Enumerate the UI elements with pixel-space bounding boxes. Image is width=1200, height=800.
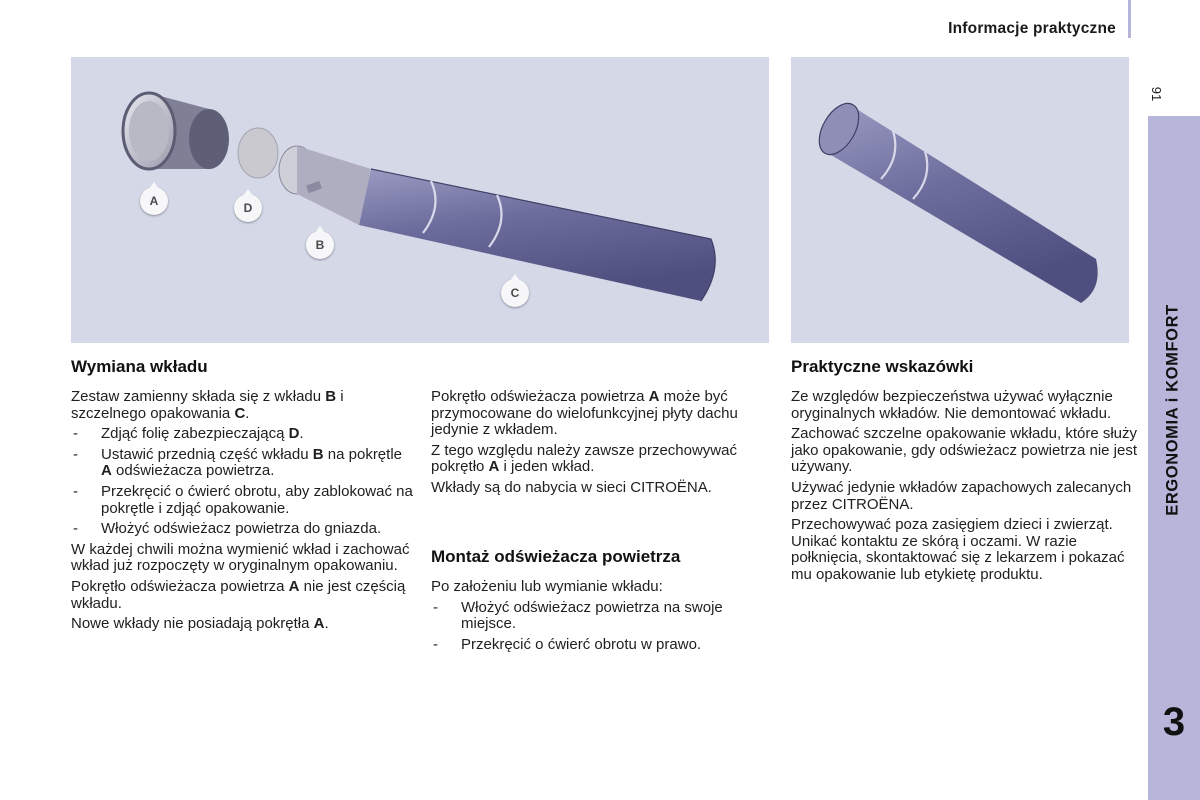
callout-a: A bbox=[140, 187, 168, 215]
paragraph-replace-any-time: W każdej chwili można wymienić wkład i zachować wkład już rozpoczęty w oryginalnym opakowaniu. bbox=[71, 540, 410, 575]
install-steps-list bbox=[431, 600, 771, 654]
paragraph-kit-contents: Zestaw zamienny składa się z wkładu B i szczelnego opakowania C. bbox=[71, 388, 344, 422]
cartridge-exploded-illustration bbox=[71, 57, 769, 343]
page-number: 91 bbox=[1149, 86, 1164, 102]
paragraph-tip: Przechowywać poza zasięgiem dzieci i zwierząt. Unikać kontaktu ze skórą i oczami. W razie połknięcia, skontaktować się z lekarzem i pokazać mu opakowanie lub etykietę produktu. bbox=[791, 516, 1125, 583]
heading-replace-cartridge: Wymiana wkładu bbox=[71, 357, 208, 376]
chapter-number: 3 bbox=[1162, 700, 1186, 744]
paragraph-tip: Ze względów bezpieczeństwa używać wyłącznie oryginalnych wkładów. Nie demontować wkładu. bbox=[791, 388, 1113, 422]
column-install bbox=[431, 579, 771, 657]
list-item: - Przekręcić o ćwierć obrotu, aby zablokować na pokrętle i zdjąć opakowanie. bbox=[71, 484, 416, 517]
replace-steps-list bbox=[71, 426, 416, 538]
column-practical-tips bbox=[791, 389, 1139, 588]
column-replace-cartridge bbox=[71, 389, 416, 637]
callout-c: C bbox=[501, 279, 529, 307]
paragraph-tip: Zachować szczelne opakowanie wkładu, które służy jako opakowanie, gdy odświeżacz powietrza nie jest używany. bbox=[791, 425, 1138, 476]
protective-film-d bbox=[238, 128, 278, 178]
paragraph-availability: Wkłady są do nabycia w sieci CITROËNA. bbox=[431, 478, 712, 496]
cartridge-b bbox=[279, 146, 371, 225]
sealed-packaging-illustration bbox=[791, 57, 1129, 343]
list-item: - Włożyć odświeżacz powietrza na swoje miejsce. bbox=[431, 600, 771, 633]
paragraph-install-intro: Po założeniu lub wymianie wkładu: bbox=[431, 578, 663, 595]
column-mount-notes bbox=[431, 389, 776, 501]
list-item: - Przekręcić o ćwierć obrotu w prawo. bbox=[431, 637, 771, 654]
heading-practical-tips: Praktyczne wskazówki bbox=[791, 357, 974, 376]
callout-b: B bbox=[306, 231, 334, 259]
sealed-packaging-drawing bbox=[791, 57, 1129, 343]
cartridge-exploded-drawing bbox=[71, 57, 769, 343]
list-item: - Ustawić przednią część wkładu B na pokrętle A odświeżacza powietrza. bbox=[71, 447, 416, 480]
header-section-title: Informacje praktyczne bbox=[948, 20, 1116, 37]
knob-a bbox=[123, 93, 229, 169]
paragraph-new-no-knob: Nowe wkłady nie posiadają pokrętła A. bbox=[71, 615, 329, 633]
paragraph-always-store: Z tego względu należy zawsze przechowywać pokrętło A i jeden wkład. bbox=[431, 441, 737, 476]
paragraph-roof-plate: Pokrętło odświeżacza powietrza A może być przymocowane do wielofunkcyjnej płyty dachu jedynie z wkładem. bbox=[431, 388, 738, 439]
paragraph-knob-not-part: Pokrętło odświeżacza powietrza A nie jest częścią wkładu. bbox=[71, 577, 406, 612]
cartridge-tube bbox=[359, 169, 715, 301]
list-item: - Zdjąć folię zabezpieczającą D. bbox=[71, 426, 416, 443]
heading-install-freshener: Montaż odświeżacza powietrza bbox=[431, 547, 681, 566]
callout-d: D bbox=[234, 194, 262, 222]
header-divider bbox=[1128, 0, 1131, 38]
paragraph-tip: Używać jedynie wkładów zapachowych zalecanych przez CITROËNA. bbox=[791, 478, 1132, 513]
chapter-tab-label: ERGONOMIA i KOMFORT bbox=[1163, 304, 1182, 516]
list-item: - Włożyć odświeżacz powietrza do gniazda. bbox=[71, 521, 416, 538]
